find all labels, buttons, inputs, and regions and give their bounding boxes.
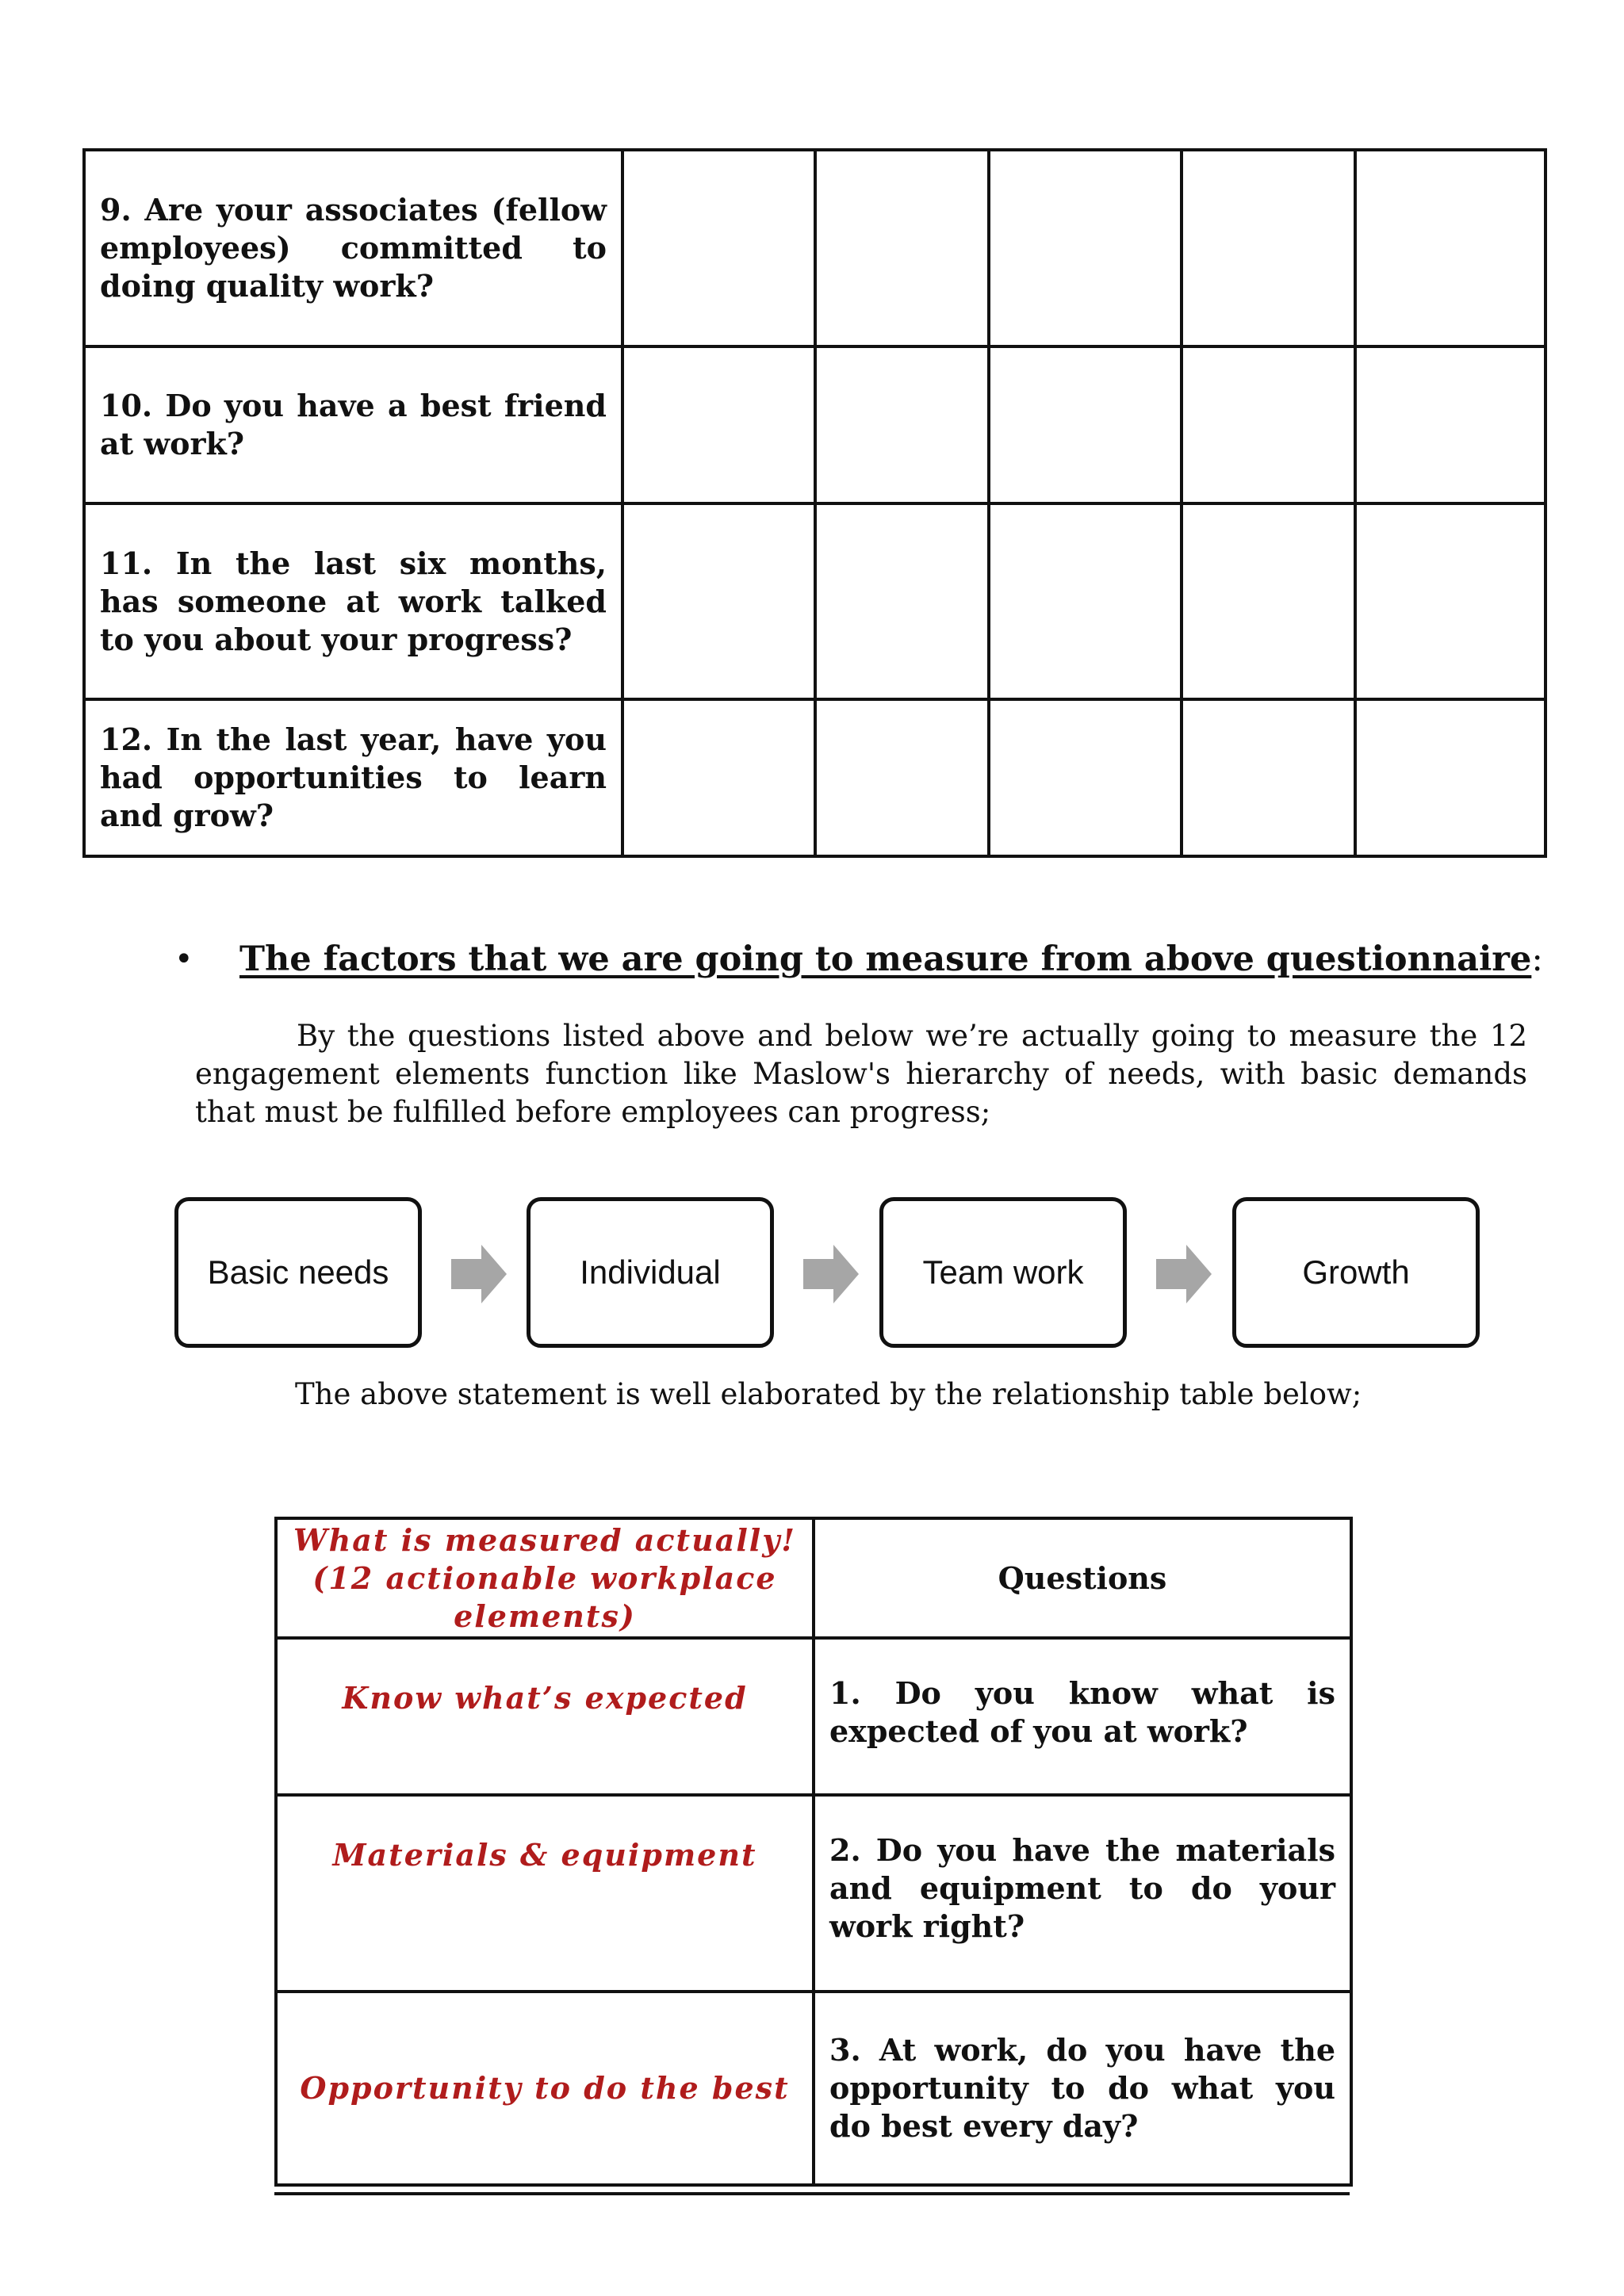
table-row xyxy=(84,503,1545,699)
section-heading xyxy=(239,936,1543,983)
table-row xyxy=(84,346,1545,503)
question-cell: 12. In the last year, have you had opportunities to learn and grow? xyxy=(84,699,622,856)
questionnaire-table xyxy=(82,148,1547,858)
rating-cell[interactable] xyxy=(1355,150,1545,346)
rating-cell[interactable] xyxy=(1182,150,1355,346)
rating-cell[interactable] xyxy=(989,150,1182,346)
rating-cell[interactable] xyxy=(1182,346,1355,503)
rating-cell[interactable] xyxy=(622,503,815,699)
table-row xyxy=(276,1992,1351,2185)
question-cell: 10. Do you have a best friend at work? xyxy=(84,346,622,503)
rating-cell[interactable] xyxy=(1355,503,1545,699)
question-cell: 11. In the last six months, has someone at work talked to you about your progress? xyxy=(84,503,622,699)
intro-paragraph: By the questions listed above and below we’re actually going to measure the 12 engagement elements function like Maslow's hierarchy of needs, with basic demands that must be fulfilled before employees can progress; xyxy=(195,1019,1527,1129)
header-questions-cell: Questions xyxy=(814,1518,1351,1638)
rating-cell[interactable] xyxy=(622,699,815,856)
arrow-right-icon xyxy=(1156,1245,1212,1303)
table-row xyxy=(276,1638,1351,1795)
rating-cell[interactable] xyxy=(1182,699,1355,856)
rating-cell[interactable] xyxy=(622,346,815,503)
element-cell: Know what’s expected xyxy=(276,1638,814,1795)
question-cell: 2. Do you have the materials and equipment to do your work right? xyxy=(814,1795,1351,1992)
flow-step-growth: Growth xyxy=(1232,1197,1480,1348)
table-caption: The above statement is well elaborated by the relationship table below; xyxy=(295,1377,1362,1411)
question-cell: 9. Are your associates (fellow employees) committed to doing quality work? xyxy=(84,150,622,346)
relationship-table xyxy=(274,1517,1353,2187)
arrow-right-icon xyxy=(451,1245,507,1303)
rating-cell[interactable] xyxy=(1355,699,1545,856)
rating-cell[interactable] xyxy=(1182,503,1355,699)
element-cell: Materials & equipment xyxy=(276,1795,814,1992)
heading-colon: : xyxy=(1531,939,1543,979)
question-cell: 3. At work, do you have the opportunity to do what you do best every day? xyxy=(814,1992,1351,2185)
element-cell: Opportunity to do the best xyxy=(276,1992,814,2185)
header-element-cell: What is measured actually! (12 actionable workplace elements) xyxy=(276,1518,814,1638)
table-row xyxy=(276,1795,1351,1992)
arrow-right-icon xyxy=(803,1245,859,1303)
rating-cell[interactable] xyxy=(989,503,1182,699)
bullet-icon: • xyxy=(174,941,193,978)
flow-step-individual: Individual xyxy=(527,1197,774,1348)
rating-cell[interactable] xyxy=(815,346,989,503)
flow-step-basic-needs: Basic needs xyxy=(174,1197,422,1348)
rating-cell[interactable] xyxy=(815,150,989,346)
rating-cell[interactable] xyxy=(622,150,815,346)
table-row xyxy=(84,699,1545,856)
question-cell: 1. Do you know what is expected of you at work? xyxy=(814,1638,1351,1795)
rating-cell[interactable] xyxy=(815,503,989,699)
rating-cell[interactable] xyxy=(815,699,989,856)
table-header-row xyxy=(276,1518,1351,1638)
rating-cell[interactable] xyxy=(1355,346,1545,503)
rating-cell[interactable] xyxy=(989,699,1182,856)
table-bottom-rule xyxy=(274,2192,1350,2195)
flow-step-team-work: Team work xyxy=(879,1197,1127,1348)
section-heading-text: The factors that we are going to measure from above questionnaire xyxy=(239,939,1532,979)
rating-cell[interactable] xyxy=(989,346,1182,503)
table-row xyxy=(84,150,1545,346)
